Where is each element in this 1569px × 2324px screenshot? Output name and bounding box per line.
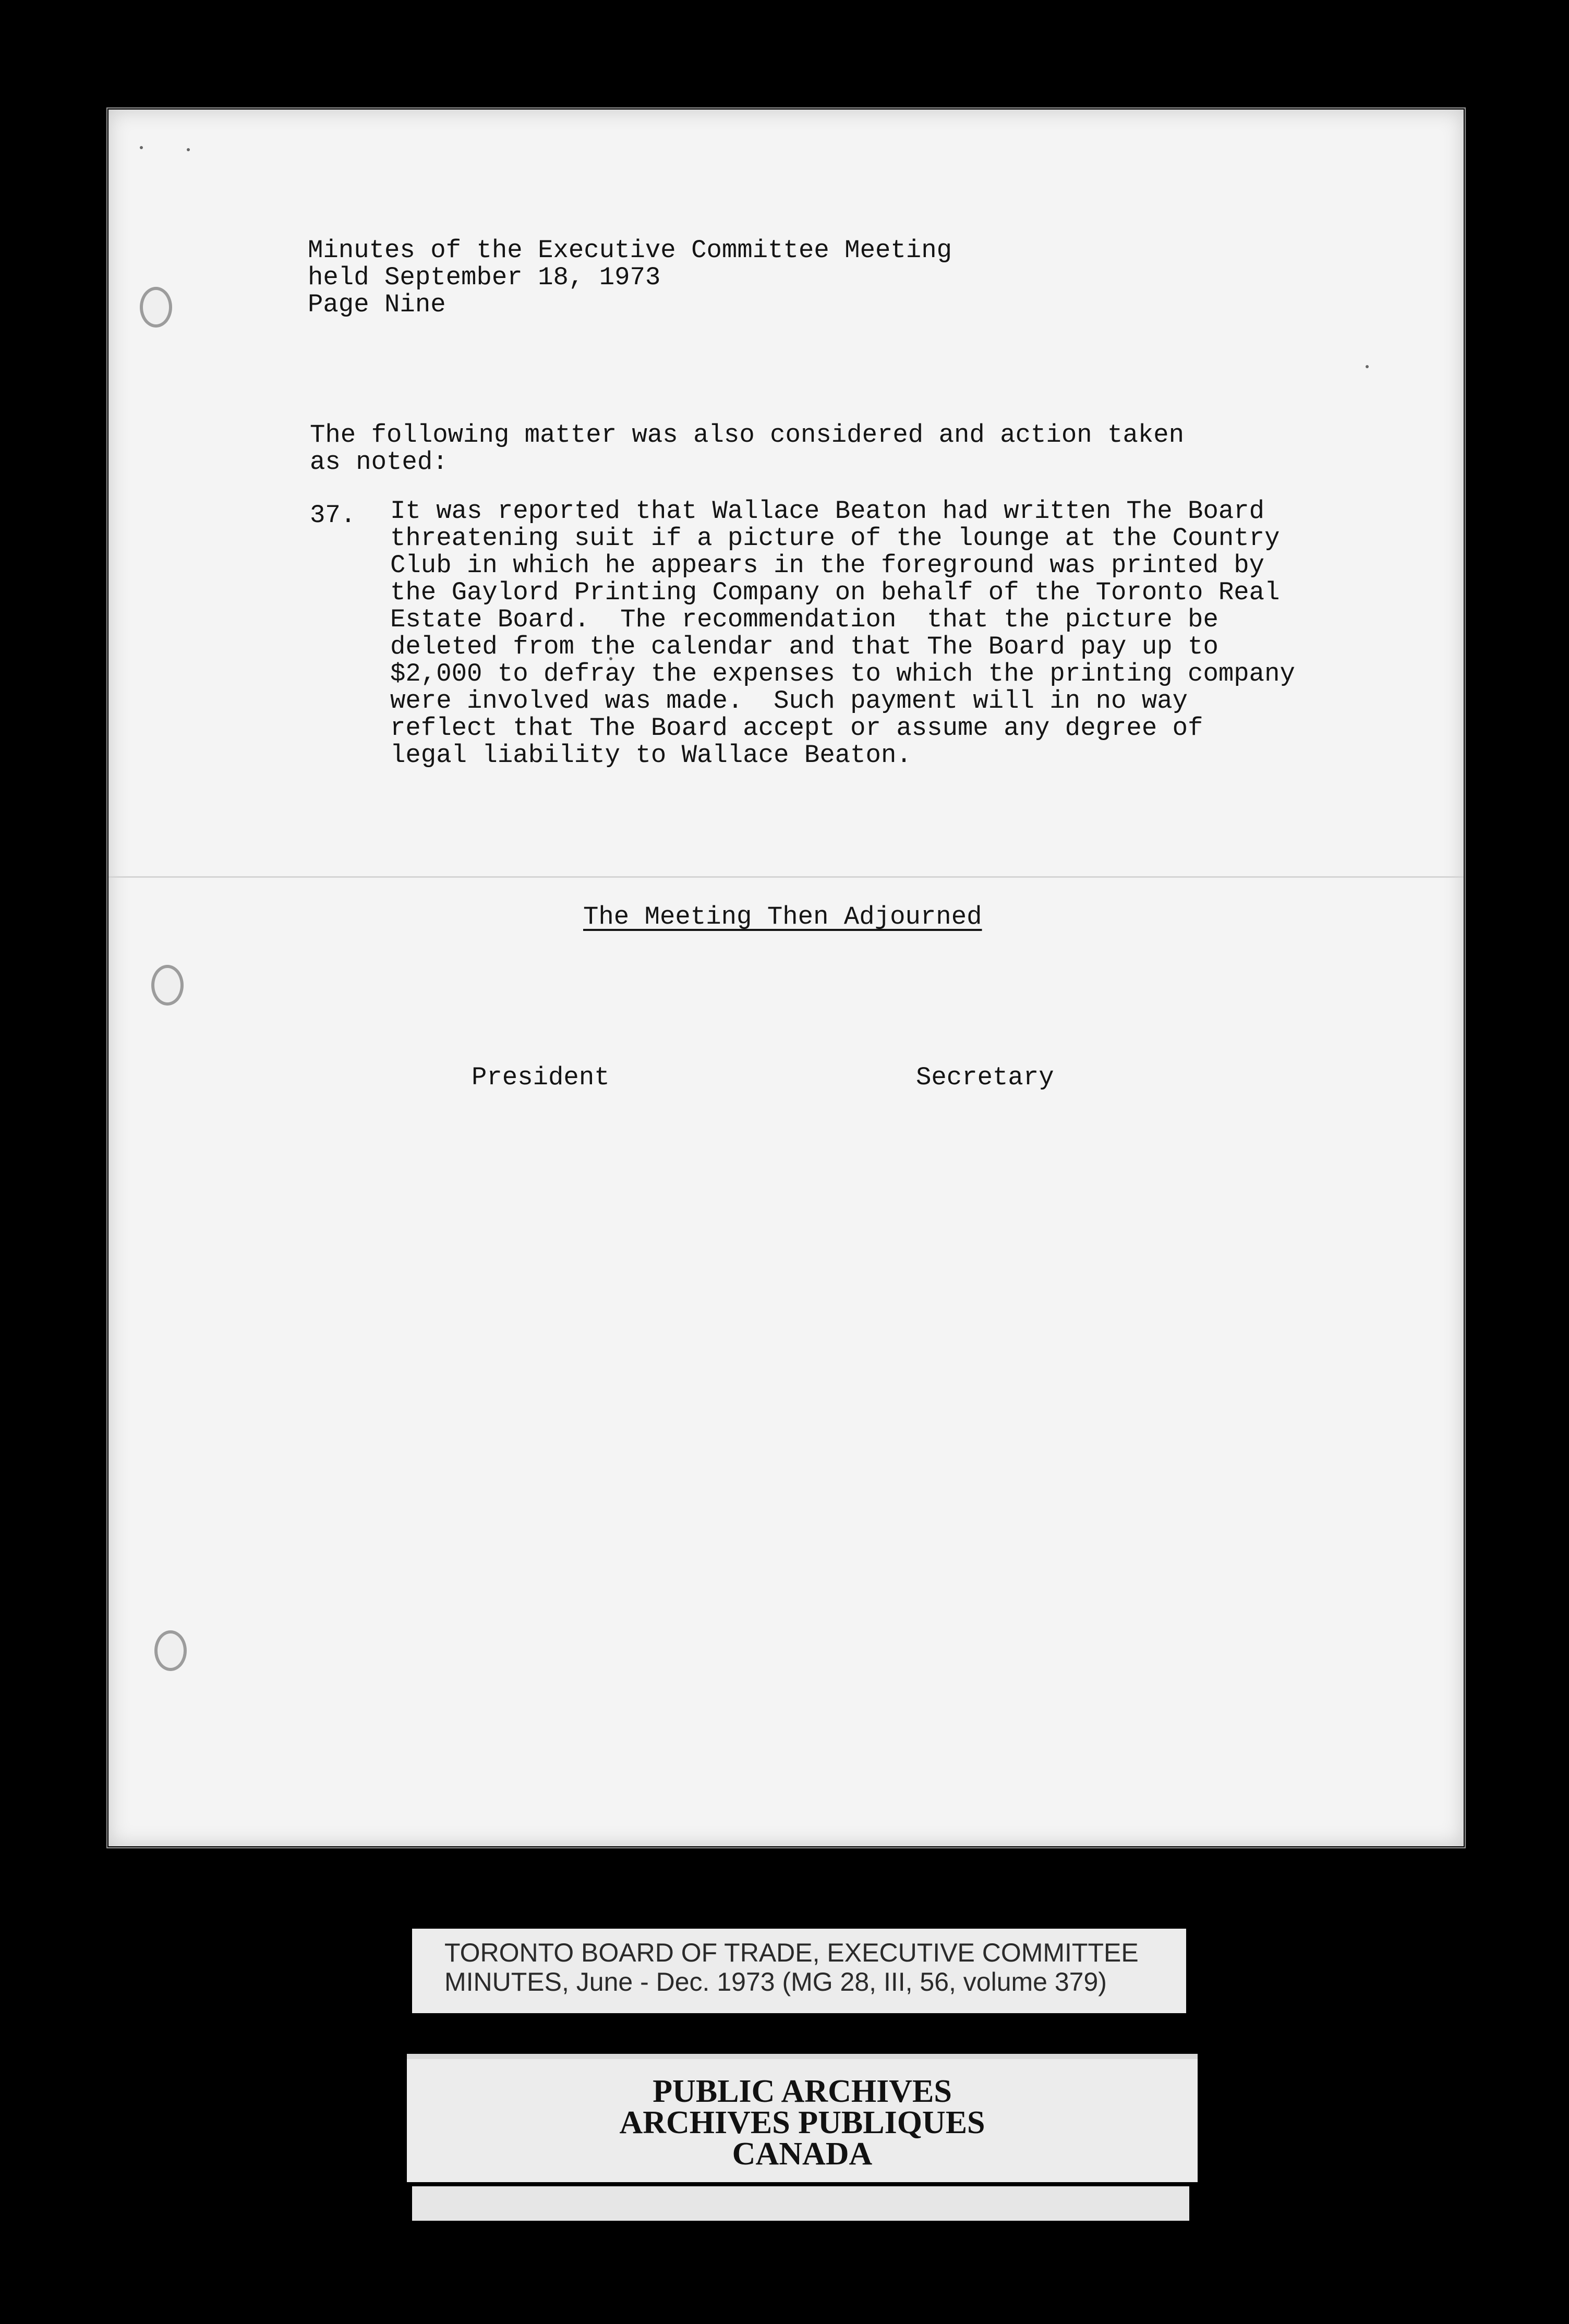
punch-hole-bottom [154,1630,187,1671]
signature-president: President [472,1063,610,1092]
intro-paragraph: The following matter was also considered and action taken as noted: [310,420,1185,477]
speck-mark [140,146,143,149]
header-date: held September 18, 1973 [308,263,661,292]
fold-line [108,876,1464,878]
punch-hole-top [140,287,172,328]
speck-mark [1366,365,1369,368]
document-page [108,110,1464,1846]
item-number: 37. [310,501,356,530]
header-page: Page Nine [308,290,446,319]
speck-mark [187,148,190,151]
archive-stamp [407,2059,1198,2182]
signature-secretary: Secretary [916,1063,1054,1092]
stamp-lower-strip [412,2186,1189,2221]
closing-heading: The Meeting Then Adjourned [583,902,982,931]
header-title: Minutes of the Executive Committee Meeting [308,236,952,265]
archive-label-line1: TORONTO BOARD OF TRADE, EXECUTIVE COMMITTEE [444,1938,1139,1967]
stamp-line1: PUBLIC ARCHIVES [653,2074,952,2109]
punch-hole-middle [151,965,184,1006]
archive-label-card [412,1929,1186,2013]
item-text: It was reported that Wallace Beaton had written The Board threatening suit if a picture of the lounge at the Country Club in which he appears in the foreground was printed by the Gaylord Printing Company on behalf of the Toronto Real Estate Board. The recommendation that the picture be deleted from the calendar and that The Board pay up to $2,000 to defray the expenses to which the printing company were involved was made. Such payment will in no way reflect that The Board accept or assume any degree of legal liability to Wallace Beaton. [390,497,1295,770]
stamp-line2: ARCHIVES PUBLIQUES [619,2105,985,2140]
stamp-line3: CANADA [732,2136,873,2172]
archive-label-line2: MINUTES, June - Dec. 1973 (MG 28, III, 56, volume 379) [444,1967,1107,1996]
